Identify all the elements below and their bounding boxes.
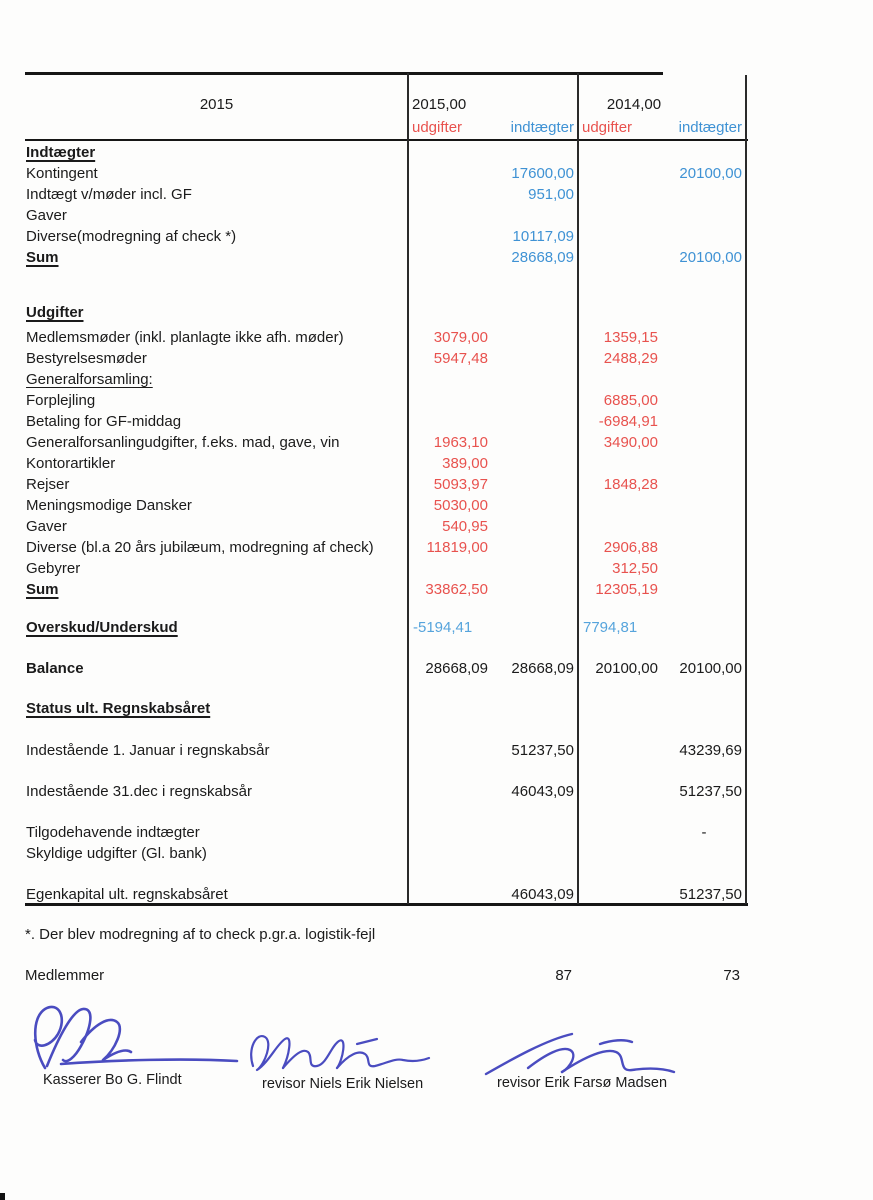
row-spacer bbox=[25, 864, 746, 884]
cell-udgifter-2014: 20100,00 bbox=[595, 660, 658, 677]
cell-udgifter-2014 bbox=[578, 884, 662, 905]
cell-indtaegter-2014 bbox=[662, 843, 746, 864]
cell-indtaegter-2014 bbox=[662, 617, 746, 638]
cell-indtaegter-2014 bbox=[662, 411, 746, 432]
table-row bbox=[25, 558, 746, 579]
row-label: Diverse (bl.a 20 års jubilæum, modregning af check) bbox=[26, 539, 374, 556]
cell-indtaegter-2015: 51237,50 bbox=[511, 742, 574, 759]
row-spacer bbox=[25, 761, 746, 781]
cell-udgifter-2015 bbox=[408, 369, 492, 390]
cell-indtaegter-2014 bbox=[662, 348, 746, 369]
cell-indtaegter-2014 bbox=[662, 302, 746, 323]
cell-udgifter-2015: 5030,00 bbox=[433, 497, 488, 514]
cell-udgifter-2014 bbox=[578, 453, 662, 474]
members-count-2014: 73 bbox=[723, 967, 740, 984]
row-label: Medlemsmøder (inkl. planlagte ikke afh. møder) bbox=[26, 329, 344, 346]
cell-indtaegter-2014 bbox=[662, 516, 746, 537]
cell-indtaegter-2015 bbox=[492, 617, 578, 638]
table-top-border bbox=[25, 72, 663, 75]
cell-indtaegter-2015: 28668,09 bbox=[511, 249, 574, 266]
table-row bbox=[25, 453, 746, 474]
row-label: Overskud/Underskud bbox=[26, 619, 178, 636]
cell-indtaegter-2014: 20100,00 bbox=[679, 165, 742, 182]
cell-udgifter-2014 bbox=[578, 226, 662, 247]
header-sub-row bbox=[408, 118, 746, 138]
cell-udgifter-2014 bbox=[578, 142, 662, 163]
row-spacer bbox=[25, 638, 746, 658]
row-label: Kontorartikler bbox=[26, 455, 116, 472]
row-label: Gaver bbox=[26, 518, 67, 535]
cell-udgifter-2014: 2906,88 bbox=[603, 539, 658, 556]
row-label: Forplejling bbox=[26, 392, 96, 409]
table-row bbox=[25, 348, 746, 369]
cell-udgifter-2014: 7794,81 bbox=[583, 619, 638, 636]
table-row bbox=[25, 432, 746, 453]
cell-udgifter-2014 bbox=[578, 184, 662, 205]
table-row bbox=[25, 205, 746, 226]
row-label: Status ult. Regnskabsåret bbox=[26, 700, 211, 717]
cell-indtaegter-2015: 46043,09 bbox=[511, 886, 574, 903]
header-indtaegter-2014: indtægter bbox=[678, 119, 742, 136]
header-indtaegter-2015: indtægter bbox=[510, 119, 574, 136]
cell-udgifter-2015: 11819,00 bbox=[426, 539, 488, 556]
cell-udgifter-2015: 5947,48 bbox=[433, 350, 488, 367]
cell-indtaegter-2014 bbox=[662, 558, 746, 579]
cell-indtaegter-2014 bbox=[662, 226, 746, 247]
header-udgifter-2014: udgifter bbox=[582, 119, 633, 136]
cell-indtaegter-2015: 10117,09 bbox=[512, 228, 574, 245]
row-label: Udgifter bbox=[26, 304, 84, 321]
cell-indtaegter-2015 bbox=[492, 474, 578, 495]
cell-udgifter-2014 bbox=[578, 516, 662, 537]
cell-udgifter-2014 bbox=[578, 781, 662, 802]
members-label: Medlemmer bbox=[25, 967, 105, 984]
table-row bbox=[25, 184, 746, 205]
row-label: Balance bbox=[26, 660, 84, 677]
table-row bbox=[25, 390, 746, 411]
row-label: Gaver bbox=[26, 207, 67, 224]
table-row bbox=[25, 617, 746, 638]
cell-udgifter-2015 bbox=[408, 390, 492, 411]
table-row bbox=[25, 302, 746, 323]
cell-udgifter-2014 bbox=[578, 302, 662, 323]
cell-udgifter-2015: 1963,10 bbox=[433, 434, 488, 451]
cell-udgifter-2015 bbox=[408, 163, 492, 184]
cell-indtaegter-2014 bbox=[662, 205, 746, 226]
table-row bbox=[25, 327, 746, 348]
cell-indtaegter-2014 bbox=[662, 453, 746, 474]
cell-indtaegter-2014: 43239,69 bbox=[679, 742, 742, 759]
cell-udgifter-2015 bbox=[408, 558, 492, 579]
cell-indtaegter-2015 bbox=[492, 843, 578, 864]
cell-indtaegter-2014: 51237,50 bbox=[679, 783, 742, 800]
scan-artifact-speck bbox=[0, 1193, 5, 1200]
cell-udgifter-2015: 540,95 bbox=[442, 518, 488, 535]
cell-indtaegter-2014 bbox=[662, 537, 746, 558]
cell-udgifter-2014: 2488,29 bbox=[603, 350, 658, 367]
signature-label-kasserer: Kasserer Bo G. Flindt bbox=[43, 1072, 182, 1088]
row-label: Tilgodehavende indtægter bbox=[26, 824, 200, 841]
table-row bbox=[25, 698, 746, 719]
cell-udgifter-2015 bbox=[408, 226, 492, 247]
cell-udgifter-2015 bbox=[408, 698, 492, 719]
table-row bbox=[25, 495, 746, 516]
row-label: Gebyrer bbox=[26, 560, 81, 577]
row-label: Indestående 31.dec i regnskabsår bbox=[26, 783, 252, 800]
cell-udgifter-2015: 28668,09 bbox=[425, 660, 488, 677]
cell-indtaegter-2015: 46043,09 bbox=[511, 783, 574, 800]
signature-label-revisor-2: revisor Erik Farsø Madsen bbox=[497, 1075, 668, 1091]
cell-indtaegter-2014: 20100,00 bbox=[679, 660, 742, 677]
row-spacer bbox=[25, 719, 746, 740]
table-row bbox=[25, 369, 746, 390]
row-label: Sum bbox=[26, 581, 59, 598]
cell-indtaegter-2014 bbox=[662, 432, 746, 453]
cell-indtaegter-2015 bbox=[492, 495, 578, 516]
cell-udgifter-2014 bbox=[578, 740, 662, 761]
cell-udgifter-2014: 6885,00 bbox=[603, 392, 658, 409]
row-label: Bestyrelsesmøder bbox=[26, 350, 147, 367]
cell-udgifter-2014: 1359,15 bbox=[603, 329, 658, 346]
cell-indtaegter-2015 bbox=[492, 369, 578, 390]
cell-udgifter-2015: 5093,97 bbox=[433, 476, 488, 493]
cell-indtaegter-2015 bbox=[492, 411, 578, 432]
row-spacer bbox=[25, 268, 746, 302]
row-label: Generalforsanlingudgifter, f.eks. mad, gave, vin bbox=[26, 434, 340, 451]
cell-indtaegter-2015 bbox=[492, 579, 578, 600]
cell-indtaegter-2014 bbox=[662, 579, 746, 600]
cell-udgifter-2014 bbox=[578, 369, 662, 390]
cell-udgifter-2015 bbox=[408, 302, 492, 323]
cell-indtaegter-2015 bbox=[492, 348, 578, 369]
signature-block-revisor-2 bbox=[480, 1030, 690, 1091]
cell-udgifter-2014 bbox=[578, 205, 662, 226]
footnote: *. Der blev modregning af to check p.gr.a. logistik-fejl bbox=[25, 926, 376, 943]
cell-indtaegter-2014 bbox=[662, 142, 746, 163]
table-row bbox=[25, 516, 746, 537]
cell-indtaegter-2014: 20100,00 bbox=[679, 249, 742, 266]
cell-indtaegter-2015 bbox=[492, 142, 578, 163]
cell-udgifter-2015 bbox=[408, 740, 492, 761]
cell-udgifter-2014: 312,50 bbox=[612, 560, 658, 577]
cell-udgifter-2015 bbox=[408, 411, 492, 432]
signature-block-revisor-1 bbox=[245, 1028, 445, 1092]
signature-block-kasserer bbox=[25, 1002, 255, 1088]
row-label: Skyldige udgifter (Gl. bank) bbox=[26, 845, 207, 862]
cell-indtaegter-2014 bbox=[662, 184, 746, 205]
signature-ink-niels-erik-nielsen bbox=[245, 1028, 435, 1076]
cell-udgifter-2015: 33862,50 bbox=[425, 581, 488, 598]
cell-udgifter-2015 bbox=[408, 205, 492, 226]
cell-indtaegter-2015: 28668,09 bbox=[511, 660, 574, 677]
table-row bbox=[25, 163, 746, 184]
header-udgifter-2015: udgifter bbox=[412, 119, 463, 136]
row-label: Meningsmodige Dansker bbox=[26, 497, 192, 514]
row-spacer bbox=[25, 802, 746, 822]
cell-indtaegter-2014 bbox=[662, 327, 746, 348]
cell-indtaegter-2015 bbox=[492, 390, 578, 411]
cell-udgifter-2015 bbox=[408, 884, 492, 905]
cell-indtaegter-2015 bbox=[492, 698, 578, 719]
cell-udgifter-2015 bbox=[408, 142, 492, 163]
table-row bbox=[25, 884, 746, 905]
cell-indtaegter-2015: 17600,00 bbox=[511, 165, 574, 182]
table-row bbox=[25, 226, 746, 247]
cell-udgifter-2014 bbox=[578, 822, 662, 843]
cell-udgifter-2015 bbox=[408, 843, 492, 864]
table-row bbox=[25, 142, 746, 163]
cell-indtaegter-2015: 951,00 bbox=[528, 186, 574, 203]
cell-udgifter-2014 bbox=[578, 698, 662, 719]
cell-udgifter-2015: 389,00 bbox=[442, 455, 488, 472]
cell-indtaegter-2015 bbox=[492, 558, 578, 579]
cell-udgifter-2015 bbox=[408, 781, 492, 802]
table-row bbox=[25, 411, 746, 432]
members-row bbox=[25, 967, 746, 984]
header-col-2014: 2014,00 bbox=[606, 96, 662, 113]
cell-indtaegter-2014: - bbox=[701, 824, 707, 841]
signature-ink-erik-farso-madsen bbox=[480, 1030, 680, 1076]
table-row bbox=[25, 781, 746, 802]
header-col-2015: 2015,00 bbox=[412, 96, 467, 113]
cell-udgifter-2014: -6984,91 bbox=[598, 413, 658, 430]
row-spacer bbox=[25, 679, 746, 698]
row-label: Diverse(modregning af check *) bbox=[26, 228, 237, 245]
table-row bbox=[25, 537, 746, 558]
table-row bbox=[25, 579, 746, 600]
signature-label-revisor-1: revisor Niels Erik Nielsen bbox=[262, 1076, 424, 1092]
cell-udgifter-2015 bbox=[408, 822, 492, 843]
signature-ink-bo-flindt bbox=[25, 1002, 250, 1074]
row-label: Egenkapital ult. regnskabsåret bbox=[26, 886, 228, 903]
cell-udgifter-2014: 1848,28 bbox=[603, 476, 658, 493]
cell-indtaegter-2015 bbox=[492, 205, 578, 226]
cell-udgifter-2014 bbox=[578, 495, 662, 516]
cell-indtaegter-2015 bbox=[492, 432, 578, 453]
cell-indtaegter-2015 bbox=[492, 537, 578, 558]
table-row bbox=[25, 822, 746, 843]
row-label: Indestående 1. Januar i regnskabsår bbox=[26, 742, 270, 759]
cell-udgifter-2015: -5194,41 bbox=[413, 619, 473, 636]
row-label: Kontingent bbox=[26, 165, 98, 182]
cell-indtaegter-2015 bbox=[492, 327, 578, 348]
cell-udgifter-2015 bbox=[408, 184, 492, 205]
cell-indtaegter-2015 bbox=[492, 453, 578, 474]
cell-udgifter-2014 bbox=[578, 247, 662, 268]
row-label: Indtægter bbox=[26, 144, 96, 161]
header-year-2015: 2015 bbox=[199, 96, 234, 113]
table-row bbox=[25, 474, 746, 495]
cell-udgifter-2015: 3079,00 bbox=[433, 329, 488, 346]
cell-indtaegter-2014 bbox=[662, 369, 746, 390]
cell-udgifter-2014 bbox=[578, 163, 662, 184]
table-row bbox=[25, 843, 746, 864]
cell-udgifter-2014: 3490,00 bbox=[603, 434, 658, 451]
cell-indtaegter-2014 bbox=[662, 390, 746, 411]
cell-udgifter-2014: 12305,19 bbox=[595, 581, 658, 598]
row-label: Rejser bbox=[26, 476, 70, 493]
cell-udgifter-2015 bbox=[408, 247, 492, 268]
row-spacer bbox=[25, 600, 746, 617]
row-label: Indtægt v/møder incl. GF bbox=[26, 186, 192, 203]
table-row bbox=[25, 658, 746, 679]
table-row bbox=[25, 247, 746, 268]
cell-indtaegter-2014: 51237,50 bbox=[679, 886, 742, 903]
cell-indtaegter-2014 bbox=[662, 698, 746, 719]
cell-indtaegter-2015 bbox=[492, 822, 578, 843]
cell-udgifter-2014 bbox=[578, 843, 662, 864]
cell-indtaegter-2014 bbox=[662, 474, 746, 495]
cell-indtaegter-2015 bbox=[492, 302, 578, 323]
table-header-underline bbox=[25, 139, 748, 141]
cell-indtaegter-2014 bbox=[662, 495, 746, 516]
table-row bbox=[25, 740, 746, 761]
cell-indtaegter-2015 bbox=[492, 516, 578, 537]
row-label: Sum bbox=[26, 249, 59, 266]
account-table-body bbox=[25, 142, 746, 905]
row-label: Generalforsamling: bbox=[26, 371, 153, 388]
row-label: Betaling for GF-middag bbox=[26, 413, 182, 430]
members-count-2015: 87 bbox=[555, 967, 572, 984]
